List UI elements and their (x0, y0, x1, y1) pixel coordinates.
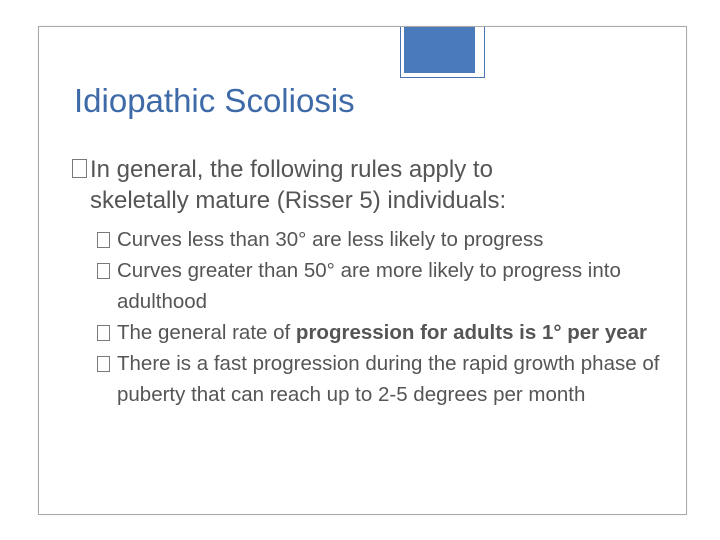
sub-bullet-list (97, 224, 672, 410)
sub-bullet-text-normal: The general rate of (117, 321, 296, 344)
sub-bullet-text: There is a fast progression during the rapid growth phase of puberty that can reach up to 2-5 degrees per month (117, 352, 660, 406)
sub-bullet-text: Curves less than 30° are less likely to progress (117, 228, 544, 251)
sub-bullet-item (97, 348, 672, 410)
bullet-box-icon (97, 356, 110, 372)
bullet-box-icon (97, 232, 110, 248)
main-bullet (72, 154, 632, 216)
main-bullet-text-1: In general, the following rules apply to (90, 156, 493, 183)
sub-bullet-item (97, 317, 672, 348)
sub-bullet-item (97, 255, 672, 317)
bullet-box-icon (97, 263, 110, 279)
sub-bullet-item (97, 224, 672, 255)
sub-bullet-text-bold: progression for adults is 1° per year (295, 321, 648, 344)
bullet-box-icon (97, 325, 110, 341)
sub-bullet-text: Curves greater than 50° are more likely to progress into adulthood (117, 259, 621, 313)
slide-title: Idiopathic Scoliosis (74, 82, 355, 119)
main-bullet-line-1 (72, 154, 632, 185)
main-bullet-line-2: skeletally mature (Risser 5) individuals: (90, 187, 507, 214)
bullet-box-icon (72, 159, 87, 178)
